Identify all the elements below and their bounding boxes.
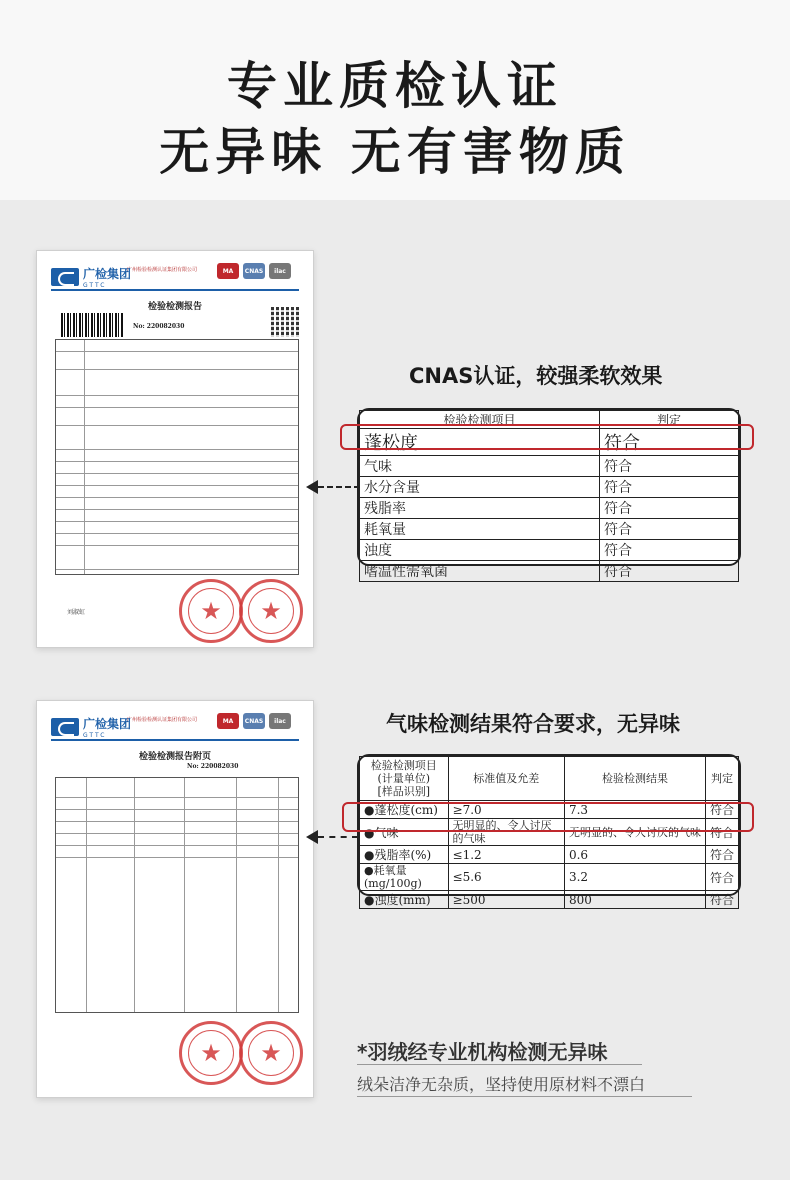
cnas-badge-icon: CNAS	[243, 713, 265, 729]
item-cell: ●浊度(mm)	[360, 891, 449, 909]
gttc-logo	[51, 265, 131, 289]
result-cell: 无明显的、令人讨厌的气味	[564, 819, 705, 846]
column-header: 检验检测项目 (计量单位) [样品识别]	[360, 757, 449, 801]
verdict-cell: 符合	[600, 561, 739, 582]
item-cell: 残脂率	[360, 498, 600, 519]
inspection-stamp-icon: ★	[179, 579, 243, 643]
logo-text: 广检集团	[83, 267, 132, 281]
report-number: No: 220082030	[133, 323, 185, 330]
inspection-stamp-icon: ★	[179, 1021, 243, 1085]
table-row	[360, 561, 739, 582]
table-row	[360, 498, 739, 519]
result-cell: 0.6	[564, 846, 705, 864]
cert-badges	[217, 713, 291, 729]
table-row	[360, 540, 739, 561]
divider	[357, 1064, 642, 1065]
logo-sub: GTTC	[83, 732, 107, 739]
highlight-box	[340, 424, 754, 450]
verdict-cell: 符合	[600, 540, 739, 561]
column-header: 标准值及允差	[448, 757, 564, 801]
column-header: 判定	[705, 757, 738, 801]
inspection-stamp-icon: ★	[239, 1021, 303, 1085]
org-name: 广州检验检测认证集团有限公司	[127, 267, 198, 273]
ma-badge-icon: MA	[217, 713, 239, 729]
header-rule	[51, 739, 299, 741]
arrow-left-icon	[306, 480, 318, 494]
column-header: 检验检测项目	[360, 411, 600, 429]
cert-badges	[217, 263, 291, 279]
verdict-cell: 符合	[705, 846, 738, 864]
headline-line2: 无异味 无有害物质	[159, 123, 631, 181]
gttc-mark-icon	[51, 268, 79, 286]
highlight-box	[342, 802, 754, 832]
ilac-badge-icon: ilac	[269, 263, 291, 279]
gttc-logo	[51, 715, 131, 739]
table-row	[360, 891, 739, 909]
ma-badge-icon: MA	[217, 263, 239, 279]
appendix-form-grid	[55, 777, 299, 1013]
verdict-cell: 符合	[705, 891, 738, 909]
gttc-mark-icon	[51, 718, 79, 736]
table-row	[360, 846, 739, 864]
item-cell: ●气味	[360, 819, 449, 846]
footer-note: *羽绒经专业机构检测无异味	[357, 1040, 608, 1064]
divider	[357, 1096, 692, 1097]
result-cell: 800	[564, 891, 705, 909]
qr-code-icon	[271, 307, 301, 337]
item-cell: ●蓬松度(cm)	[360, 801, 449, 819]
column-header: 检验检测结果	[564, 757, 705, 801]
pointer-arrow	[318, 836, 358, 838]
verdict-cell: 符合	[705, 864, 738, 891]
item-cell: 耗氧量	[360, 519, 600, 540]
logo-sub: GTTC	[83, 282, 107, 289]
table-row	[360, 456, 739, 477]
standard-cell: ≤5.6	[448, 864, 564, 891]
item-cell: ●残脂率(%)	[360, 846, 449, 864]
report-number: No: 220082030	[187, 763, 239, 770]
footer-subtext: 绒朵洁净无杂质，坚持使用原材料不漂白	[357, 1075, 646, 1094]
signature: 刘淑虹	[67, 609, 86, 616]
table-row	[360, 477, 739, 498]
cnas-badge-icon: CNAS	[243, 263, 265, 279]
report-form-grid	[55, 339, 299, 575]
doc-title: 检验检测报告附页	[138, 752, 211, 762]
standard-cell: ≤1.2	[448, 846, 564, 864]
verdict-cell: 符合	[600, 477, 739, 498]
verdict-cell: 符合	[705, 819, 738, 846]
standard-cell: ≥7.0	[448, 801, 564, 819]
report-document-2	[36, 700, 314, 1098]
column-header: 判定	[600, 411, 739, 429]
barcode-icon	[61, 313, 123, 337]
result-cell: 7.3	[564, 801, 705, 819]
callout-heading-1: CNAS认证，较强柔软效果	[409, 364, 663, 388]
result-cell: 3.2	[564, 864, 705, 891]
item-cell: 蓬松度	[360, 429, 600, 456]
callout-heading-2: 气味检测结果符合要求，无异味	[386, 712, 680, 736]
verdict-cell: 符合	[600, 456, 739, 477]
standard-cell: 无明显的、令人讨厌的气味	[448, 819, 564, 846]
item-cell: ●耗氧量 (mg/100g)	[360, 864, 449, 891]
report-document-1	[36, 250, 314, 648]
table-row	[360, 864, 739, 891]
item-cell: 气味	[360, 456, 600, 477]
inspection-stamp-icon: ★	[239, 579, 303, 643]
verdict-cell: 符合	[600, 498, 739, 519]
headline-line1: 专业质检认证	[227, 57, 563, 115]
standard-cell: ≥500	[448, 891, 564, 909]
logo-text: 广检集团	[83, 717, 132, 731]
item-cell: 水分含量	[360, 477, 600, 498]
item-cell: 嗜温性需氧菌	[360, 561, 600, 582]
header-rule	[51, 289, 299, 291]
header-banner	[0, 0, 790, 200]
item-cell: 浊度	[360, 540, 600, 561]
verdict-cell: 符合	[705, 801, 738, 819]
arrow-left-icon	[306, 830, 318, 844]
doc-title: 检验检测报告	[147, 302, 202, 312]
ilac-badge-icon: ilac	[269, 713, 291, 729]
org-name: 广州检验检测认证集团有限公司	[127, 717, 198, 723]
pointer-arrow	[318, 486, 360, 488]
verdict-cell: 符合	[600, 429, 739, 456]
table-row	[360, 519, 739, 540]
verdict-cell: 符合	[600, 519, 739, 540]
